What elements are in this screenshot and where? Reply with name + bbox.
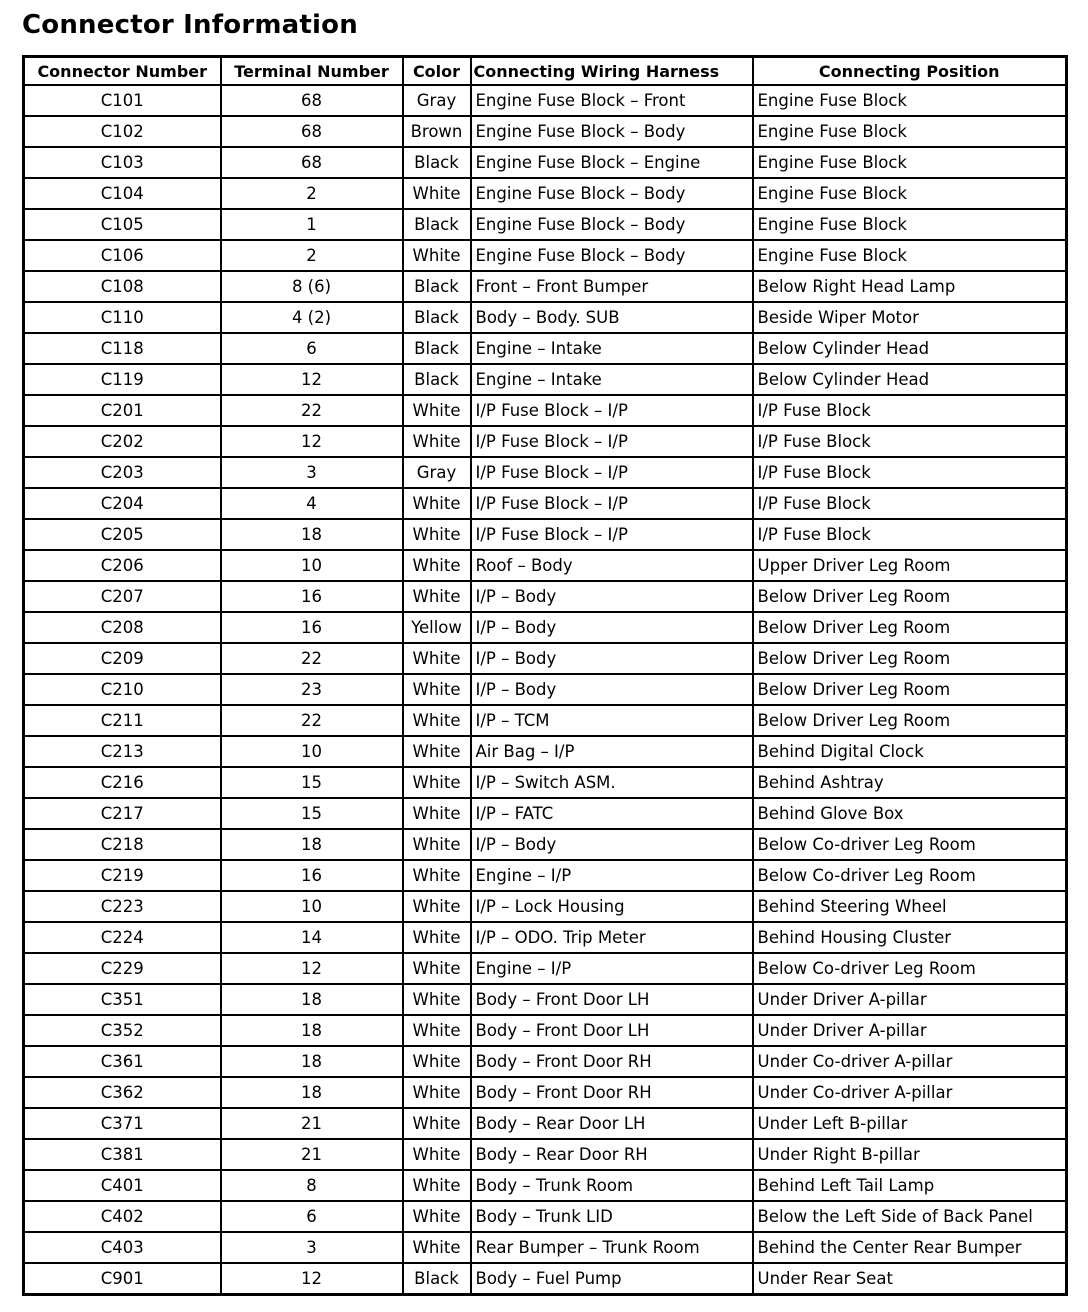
terminal-number-cell: 8 (6) bbox=[221, 271, 403, 302]
table-row bbox=[24, 953, 1067, 984]
table-row bbox=[24, 426, 1067, 457]
color-cell: Black bbox=[403, 302, 471, 333]
connector-number-cell: C119 bbox=[24, 364, 221, 395]
color-cell: Brown bbox=[403, 116, 471, 147]
connector-number-cell: C203 bbox=[24, 457, 221, 488]
connector-number-cell: C218 bbox=[24, 829, 221, 860]
table-row bbox=[24, 581, 1067, 612]
connecting-position-cell: Below Right Head Lamp bbox=[753, 271, 1067, 302]
table-row bbox=[24, 488, 1067, 519]
connector-number-cell: C223 bbox=[24, 891, 221, 922]
table-row bbox=[24, 85, 1067, 116]
wiring-harness-cell: I/P – Switch ASM. bbox=[471, 767, 753, 798]
wiring-harness-cell: Engine – Intake bbox=[471, 333, 753, 364]
wiring-harness-cell: Engine – I/P bbox=[471, 860, 753, 891]
wiring-harness-cell: Engine Fuse Block – Body bbox=[471, 209, 753, 240]
color-cell: Black bbox=[403, 1263, 471, 1295]
connecting-position-cell: Under Left B-pillar bbox=[753, 1108, 1067, 1139]
table-row bbox=[24, 209, 1067, 240]
terminal-number-cell: 22 bbox=[221, 395, 403, 426]
table-row bbox=[24, 395, 1067, 426]
terminal-number-cell: 12 bbox=[221, 426, 403, 457]
color-cell: White bbox=[403, 643, 471, 674]
table-row bbox=[24, 1108, 1067, 1139]
table-row bbox=[24, 178, 1067, 209]
table-row bbox=[24, 860, 1067, 891]
color-cell: Black bbox=[403, 364, 471, 395]
table-row bbox=[24, 612, 1067, 643]
connector-number-cell: C401 bbox=[24, 1170, 221, 1201]
color-cell: White bbox=[403, 829, 471, 860]
table-row bbox=[24, 674, 1067, 705]
connecting-position-cell: Engine Fuse Block bbox=[753, 209, 1067, 240]
connector-number-cell: C102 bbox=[24, 116, 221, 147]
connecting-position-cell: Beside Wiper Motor bbox=[753, 302, 1067, 333]
wiring-harness-cell: Front – Front Bumper bbox=[471, 271, 753, 302]
color-cell: White bbox=[403, 891, 471, 922]
wiring-harness-cell: I/P – FATC bbox=[471, 798, 753, 829]
color-cell: White bbox=[403, 550, 471, 581]
connector-number-cell: C201 bbox=[24, 395, 221, 426]
connector-number-cell: C209 bbox=[24, 643, 221, 674]
connector-number-cell: C352 bbox=[24, 1015, 221, 1046]
wiring-harness-cell: I/P Fuse Block – I/P bbox=[471, 426, 753, 457]
connector-number-cell: C105 bbox=[24, 209, 221, 240]
color-cell: White bbox=[403, 395, 471, 426]
table-row bbox=[24, 457, 1067, 488]
color-cell: White bbox=[403, 736, 471, 767]
header-connecting-position: Connecting Position bbox=[753, 57, 1067, 86]
connecting-position-cell: Engine Fuse Block bbox=[753, 85, 1067, 116]
terminal-number-cell: 18 bbox=[221, 519, 403, 550]
terminal-number-cell: 16 bbox=[221, 581, 403, 612]
terminal-number-cell: 3 bbox=[221, 457, 403, 488]
connector-number-cell: C106 bbox=[24, 240, 221, 271]
connecting-position-cell: Below Cylinder Head bbox=[753, 364, 1067, 395]
table-row bbox=[24, 922, 1067, 953]
terminal-number-cell: 23 bbox=[221, 674, 403, 705]
wiring-harness-cell: Engine Fuse Block – Body bbox=[471, 116, 753, 147]
terminal-number-cell: 4 bbox=[221, 488, 403, 519]
connecting-position-cell: Below Driver Leg Room bbox=[753, 705, 1067, 736]
table-row bbox=[24, 1263, 1067, 1295]
color-cell: White bbox=[403, 984, 471, 1015]
table-row bbox=[24, 550, 1067, 581]
connecting-position-cell: I/P Fuse Block bbox=[753, 426, 1067, 457]
connector-number-cell: C103 bbox=[24, 147, 221, 178]
wiring-harness-cell: I/P Fuse Block – I/P bbox=[471, 395, 753, 426]
wiring-harness-cell: Body – Front Door LH bbox=[471, 1015, 753, 1046]
wiring-harness-cell: Body – Rear Door RH bbox=[471, 1139, 753, 1170]
connector-number-cell: C211 bbox=[24, 705, 221, 736]
connecting-position-cell: Under Driver A-pillar bbox=[753, 1015, 1067, 1046]
connecting-position-cell: Behind Glove Box bbox=[753, 798, 1067, 829]
terminal-number-cell: 1 bbox=[221, 209, 403, 240]
connector-number-cell: C381 bbox=[24, 1139, 221, 1170]
terminal-number-cell: 4 (2) bbox=[221, 302, 403, 333]
connector-number-cell: C361 bbox=[24, 1046, 221, 1077]
wiring-harness-cell: Engine Fuse Block – Body bbox=[471, 240, 753, 271]
wiring-harness-cell: Body – Trunk LID bbox=[471, 1201, 753, 1232]
connector-number-cell: C217 bbox=[24, 798, 221, 829]
table-row bbox=[24, 302, 1067, 333]
wiring-harness-cell: I/P – Body bbox=[471, 674, 753, 705]
connecting-position-cell: I/P Fuse Block bbox=[753, 395, 1067, 426]
connecting-position-cell: Under Right B-pillar bbox=[753, 1139, 1067, 1170]
connector-number-cell: C108 bbox=[24, 271, 221, 302]
table-row bbox=[24, 829, 1067, 860]
connector-number-cell: C229 bbox=[24, 953, 221, 984]
connector-number-cell: C202 bbox=[24, 426, 221, 457]
color-cell: Yellow bbox=[403, 612, 471, 643]
header-connector-number: Connector Number bbox=[24, 57, 221, 86]
terminal-number-cell: 2 bbox=[221, 240, 403, 271]
wiring-harness-cell: Roof – Body bbox=[471, 550, 753, 581]
wiring-harness-cell: Body – Front Door RH bbox=[471, 1077, 753, 1108]
color-cell: White bbox=[403, 1108, 471, 1139]
terminal-number-cell: 18 bbox=[221, 829, 403, 860]
connecting-position-cell: Under Driver A-pillar bbox=[753, 984, 1067, 1015]
wiring-harness-cell: I/P – Body bbox=[471, 829, 753, 860]
wiring-harness-cell: I/P Fuse Block – I/P bbox=[471, 488, 753, 519]
table-row bbox=[24, 891, 1067, 922]
connector-number-cell: C101 bbox=[24, 85, 221, 116]
connector-number-cell: C205 bbox=[24, 519, 221, 550]
table-body bbox=[24, 85, 1067, 1295]
color-cell: White bbox=[403, 488, 471, 519]
table-row bbox=[24, 519, 1067, 550]
connector-number-cell: C104 bbox=[24, 178, 221, 209]
color-cell: White bbox=[403, 1015, 471, 1046]
connector-number-cell: C351 bbox=[24, 984, 221, 1015]
connecting-position-cell: Behind Left Tail Lamp bbox=[753, 1170, 1067, 1201]
wiring-harness-cell: Body – Front Door RH bbox=[471, 1046, 753, 1077]
connecting-position-cell: Engine Fuse Block bbox=[753, 116, 1067, 147]
connector-number-cell: C224 bbox=[24, 922, 221, 953]
color-cell: White bbox=[403, 426, 471, 457]
terminal-number-cell: 2 bbox=[221, 178, 403, 209]
connecting-position-cell: Under Co-driver A-pillar bbox=[753, 1046, 1067, 1077]
wiring-harness-cell: Engine Fuse Block – Engine bbox=[471, 147, 753, 178]
color-cell: White bbox=[403, 519, 471, 550]
connector-number-cell: C219 bbox=[24, 860, 221, 891]
connecting-position-cell: Below Driver Leg Room bbox=[753, 643, 1067, 674]
color-cell: White bbox=[403, 674, 471, 705]
color-cell: White bbox=[403, 1232, 471, 1263]
terminal-number-cell: 10 bbox=[221, 550, 403, 581]
table-row bbox=[24, 736, 1067, 767]
table-row bbox=[24, 1046, 1067, 1077]
wiring-harness-cell: I/P – TCM bbox=[471, 705, 753, 736]
connecting-position-cell: Engine Fuse Block bbox=[753, 147, 1067, 178]
table-row bbox=[24, 1201, 1067, 1232]
connecting-position-cell: Behind Steering Wheel bbox=[753, 891, 1067, 922]
terminal-number-cell: 21 bbox=[221, 1139, 403, 1170]
wiring-harness-cell: Body – Rear Door LH bbox=[471, 1108, 753, 1139]
connecting-position-cell: Engine Fuse Block bbox=[753, 240, 1067, 271]
wiring-harness-cell: Engine – I/P bbox=[471, 953, 753, 984]
wiring-harness-cell: Body – Front Door LH bbox=[471, 984, 753, 1015]
terminal-number-cell: 18 bbox=[221, 1015, 403, 1046]
connector-number-cell: C210 bbox=[24, 674, 221, 705]
table-row bbox=[24, 705, 1067, 736]
table-row bbox=[24, 767, 1067, 798]
terminal-number-cell: 22 bbox=[221, 643, 403, 674]
terminal-number-cell: 22 bbox=[221, 705, 403, 736]
table-row bbox=[24, 1015, 1067, 1046]
terminal-number-cell: 68 bbox=[221, 147, 403, 178]
connecting-position-cell: Below Driver Leg Room bbox=[753, 674, 1067, 705]
color-cell: White bbox=[403, 953, 471, 984]
terminal-number-cell: 18 bbox=[221, 1077, 403, 1108]
connecting-position-cell: Under Rear Seat bbox=[753, 1263, 1067, 1295]
wiring-harness-cell: I/P Fuse Block – I/P bbox=[471, 519, 753, 550]
connecting-position-cell: Under Co-driver A-pillar bbox=[753, 1077, 1067, 1108]
connector-number-cell: C213 bbox=[24, 736, 221, 767]
table-row bbox=[24, 1170, 1067, 1201]
connector-number-cell: C901 bbox=[24, 1263, 221, 1295]
color-cell: Black bbox=[403, 271, 471, 302]
connector-number-cell: C118 bbox=[24, 333, 221, 364]
color-cell: Gray bbox=[403, 85, 471, 116]
wiring-harness-cell: Rear Bumper – Trunk Room bbox=[471, 1232, 753, 1263]
connecting-position-cell: Below Cylinder Head bbox=[753, 333, 1067, 364]
color-cell: White bbox=[403, 581, 471, 612]
terminal-number-cell: 12 bbox=[221, 953, 403, 984]
terminal-number-cell: 12 bbox=[221, 1263, 403, 1295]
connecting-position-cell: Below Driver Leg Room bbox=[753, 581, 1067, 612]
wiring-harness-cell: Body – Body. SUB bbox=[471, 302, 753, 333]
terminal-number-cell: 15 bbox=[221, 767, 403, 798]
table-row bbox=[24, 798, 1067, 829]
color-cell: White bbox=[403, 860, 471, 891]
color-cell: White bbox=[403, 1139, 471, 1170]
wiring-harness-cell: Engine – Intake bbox=[471, 364, 753, 395]
connecting-position-cell: Engine Fuse Block bbox=[753, 178, 1067, 209]
wiring-harness-cell: I/P – Body bbox=[471, 581, 753, 612]
connecting-position-cell: Below Co-driver Leg Room bbox=[753, 953, 1067, 984]
connector-number-cell: C208 bbox=[24, 612, 221, 643]
color-cell: White bbox=[403, 240, 471, 271]
wiring-harness-cell: I/P – Body bbox=[471, 643, 753, 674]
color-cell: White bbox=[403, 922, 471, 953]
table-row bbox=[24, 643, 1067, 674]
connecting-position-cell: I/P Fuse Block bbox=[753, 457, 1067, 488]
connecting-position-cell: Below Co-driver Leg Room bbox=[753, 860, 1067, 891]
terminal-number-cell: 68 bbox=[221, 85, 403, 116]
terminal-number-cell: 6 bbox=[221, 333, 403, 364]
connector-number-cell: C402 bbox=[24, 1201, 221, 1232]
connector-number-cell: C206 bbox=[24, 550, 221, 581]
terminal-number-cell: 8 bbox=[221, 1170, 403, 1201]
connecting-position-cell: Behind Ashtray bbox=[753, 767, 1067, 798]
table-row bbox=[24, 333, 1067, 364]
table-row bbox=[24, 984, 1067, 1015]
connector-number-cell: C362 bbox=[24, 1077, 221, 1108]
color-cell: White bbox=[403, 178, 471, 209]
terminal-number-cell: 18 bbox=[221, 1046, 403, 1077]
header-color: Color bbox=[403, 57, 471, 86]
color-cell: Gray bbox=[403, 457, 471, 488]
terminal-number-cell: 16 bbox=[221, 612, 403, 643]
wiring-harness-cell: I/P – ODO. Trip Meter bbox=[471, 922, 753, 953]
color-cell: White bbox=[403, 1170, 471, 1201]
wiring-harness-cell: Air Bag – I/P bbox=[471, 736, 753, 767]
table-row bbox=[24, 1139, 1067, 1170]
terminal-number-cell: 14 bbox=[221, 922, 403, 953]
table-row bbox=[24, 116, 1067, 147]
color-cell: White bbox=[403, 1046, 471, 1077]
connecting-position-cell: Behind Housing Cluster bbox=[753, 922, 1067, 953]
color-cell: White bbox=[403, 1201, 471, 1232]
page-title: Connector Information bbox=[22, 10, 358, 40]
connector-number-cell: C207 bbox=[24, 581, 221, 612]
connecting-position-cell: Behind the Center Rear Bumper bbox=[753, 1232, 1067, 1263]
table-row bbox=[24, 271, 1067, 302]
terminal-number-cell: 16 bbox=[221, 860, 403, 891]
terminal-number-cell: 12 bbox=[221, 364, 403, 395]
wiring-harness-cell: I/P – Lock Housing bbox=[471, 891, 753, 922]
terminal-number-cell: 6 bbox=[221, 1201, 403, 1232]
connector-number-cell: C371 bbox=[24, 1108, 221, 1139]
connecting-position-cell: Below Co-driver Leg Room bbox=[753, 829, 1067, 860]
wiring-harness-cell: Engine Fuse Block – Body bbox=[471, 178, 753, 209]
color-cell: White bbox=[403, 798, 471, 829]
color-cell: White bbox=[403, 1077, 471, 1108]
connecting-position-cell: I/P Fuse Block bbox=[753, 488, 1067, 519]
table-row bbox=[24, 240, 1067, 271]
terminal-number-cell: 18 bbox=[221, 984, 403, 1015]
connector-table bbox=[22, 55, 1068, 1296]
terminal-number-cell: 21 bbox=[221, 1108, 403, 1139]
table-header-row bbox=[24, 57, 1067, 86]
table-row bbox=[24, 364, 1067, 395]
wiring-harness-cell: I/P – Body bbox=[471, 612, 753, 643]
wiring-harness-cell: Body – Fuel Pump bbox=[471, 1263, 753, 1295]
terminal-number-cell: 3 bbox=[221, 1232, 403, 1263]
terminal-number-cell: 10 bbox=[221, 736, 403, 767]
connecting-position-cell: Upper Driver Leg Room bbox=[753, 550, 1067, 581]
wiring-harness-cell: I/P Fuse Block – I/P bbox=[471, 457, 753, 488]
connector-number-cell: C204 bbox=[24, 488, 221, 519]
color-cell: Black bbox=[403, 333, 471, 364]
wiring-harness-cell: Engine Fuse Block – Front bbox=[471, 85, 753, 116]
connector-number-cell: C403 bbox=[24, 1232, 221, 1263]
header-wiring-harness: Connecting Wiring Harness bbox=[471, 57, 753, 86]
color-cell: White bbox=[403, 767, 471, 798]
table-row bbox=[24, 1232, 1067, 1263]
color-cell: Black bbox=[403, 209, 471, 240]
connecting-position-cell: Below the Left Side of Back Panel bbox=[753, 1201, 1067, 1232]
connector-number-cell: C110 bbox=[24, 302, 221, 333]
terminal-number-cell: 68 bbox=[221, 116, 403, 147]
terminal-number-cell: 10 bbox=[221, 891, 403, 922]
table-row bbox=[24, 1077, 1067, 1108]
header-terminal-number: Terminal Number bbox=[221, 57, 403, 86]
color-cell: White bbox=[403, 705, 471, 736]
table-row bbox=[24, 147, 1067, 178]
connecting-position-cell: Behind Digital Clock bbox=[753, 736, 1067, 767]
terminal-number-cell: 15 bbox=[221, 798, 403, 829]
color-cell: Black bbox=[403, 147, 471, 178]
wiring-harness-cell: Body – Trunk Room bbox=[471, 1170, 753, 1201]
connector-number-cell: C216 bbox=[24, 767, 221, 798]
connecting-position-cell: Below Driver Leg Room bbox=[753, 612, 1067, 643]
connecting-position-cell: I/P Fuse Block bbox=[753, 519, 1067, 550]
